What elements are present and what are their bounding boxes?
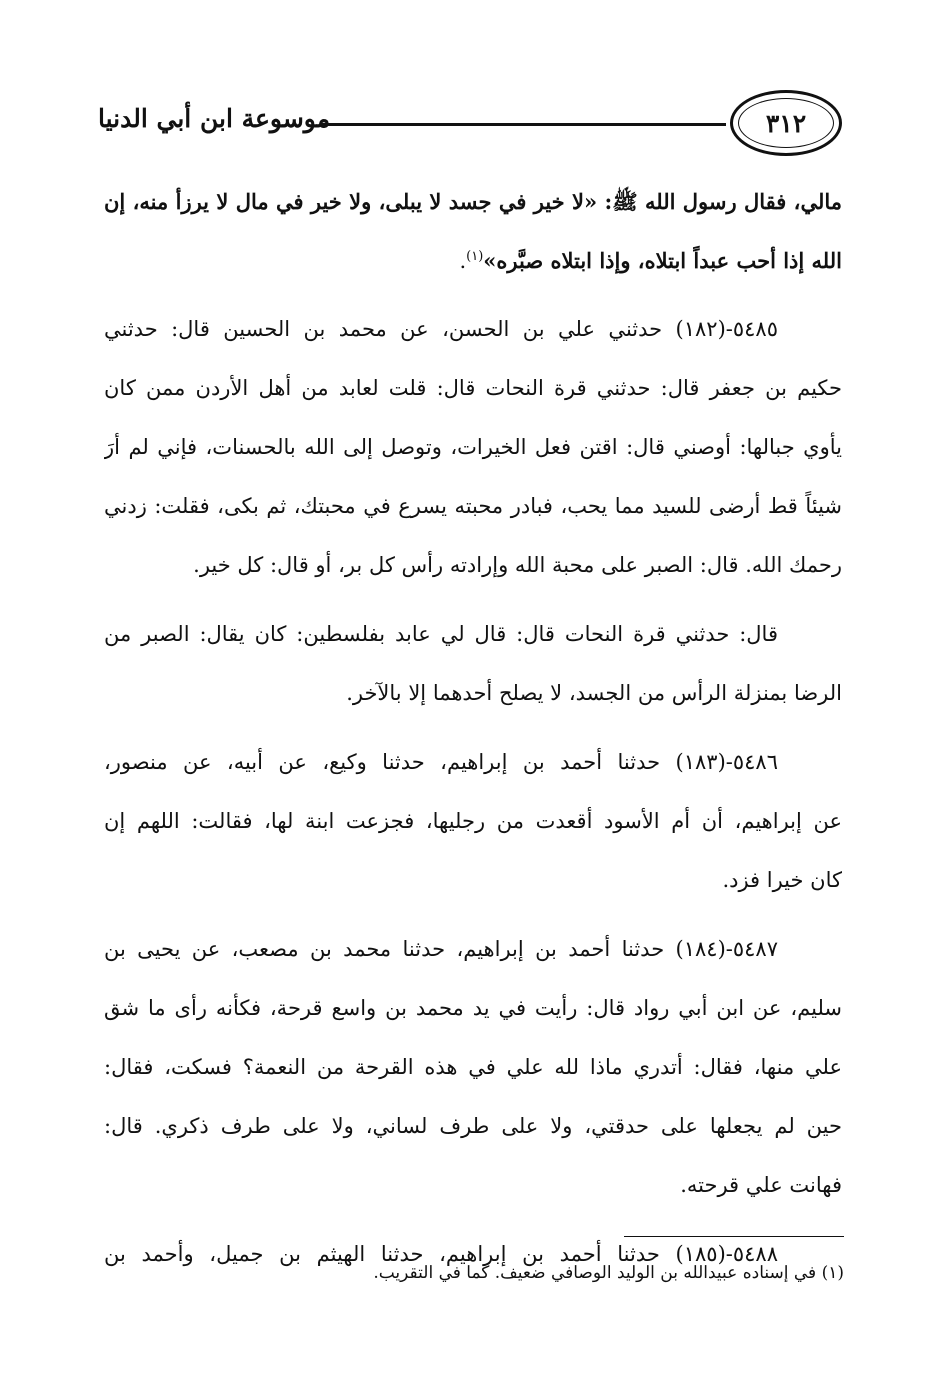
page-body [104, 172, 842, 1284]
text-line: سليم، عن ابن أبي رواد قال: رأيت في يد محمد بن واسع قرحة، فكأنه رأى ما شق [104, 996, 842, 1020]
footnote-marker: (١) [466, 249, 484, 264]
page-header [98, 90, 844, 165]
text-line [104, 231, 842, 290]
text-line: كان خيرا فزد. [722, 868, 842, 892]
text-line: فهانت علي قرحته. [680, 1173, 842, 1197]
hadith-number-line: ٥٤٨٥-(١٨٢) حدثني علي بن الحسن، عن محمد بن الحسين قال: حدثني [104, 317, 778, 341]
hadith-text: الله إذا أحب عبداً ابتلاه، وإذا ابتلاه صبَّره» [483, 248, 842, 273]
text-line: قال: حدثني قرة النحات قال: قال لي عابد بفلسطين: كان يقال: الصبر من [104, 622, 778, 646]
footnote-rule [624, 1236, 844, 1237]
text-line: عن إبراهيم، أن أم الأسود أقعدت من رجليها، فجزعت ابنة لها، فقالت: اللهم إن [104, 809, 842, 833]
text-line: رحمك الله. قال: الصبر على محبة الله وإرادته رأس كل بر، أو قال: كل خير. [193, 553, 842, 577]
hadith-number-line: ٥٤٨٨-(١٨٥) حدثنا أحمد بن إبراهيم، حدثنا الهيثم بن جميل، وأحمد بن [104, 1242, 778, 1266]
hadith-number-line: ٥٤٨٦-(١٨٣) حدثنا أحمد بن إبراهيم، حدثنا وكيع، عن أبيه، عن منصور، [104, 750, 778, 774]
text-line: حين لم يجعلها على حدقتي، ولا على طرف لساني، ولا على طرف ذكري. قال: [104, 1114, 842, 1138]
page-number: ٣١٢ [765, 109, 807, 138]
hadith-number-line: ٥٤٨٧-(١٨٤) حدثنا أحمد بن إبراهيم، حدثنا محمد بن مصعب، عن يحيى بن [104, 937, 778, 961]
text-line: يأوي جبالها: أوصني قال: اقتن فعل الخيرات، وتوصل إلى الله بالحسنات، فإني لم أرَ [104, 435, 842, 459]
page-number-oval [730, 90, 842, 156]
text-line: الرضا بمنزلة الرأس من الجسد، لا يصلح أحدهما إلا بالآخر. [346, 681, 842, 705]
text-line: شيئاً قط أرضى للسيد مما يحب، فبادر محبته يسرع في محبتك، ثم بكى، فقلت: زدني [104, 494, 842, 518]
text-line: علي منها، فقال: أتدري ماذا لله علي في هذه القرحة من النعمة؟ فسكت، فقال: [104, 1055, 842, 1079]
book-title: موسوعة ابن أبي الدنيا [98, 104, 331, 133]
footnote: (١) في إسناده عبيدالله بن الوليد الوصافي ضعيف. كما في التقريب. [373, 1263, 844, 1283]
text-line: حكيم بن جعفر قال: حدثني قرة النحات قال: قلت لعابد من أهل الأردن ممن كان [104, 376, 842, 400]
header-rule [322, 123, 726, 126]
text-line: مالي، فقال رسول الله ﷺ: «لا خير في جسد لا يبلى، ولا خير في مال لا يرزأ منه، إن [104, 189, 842, 214]
line-end-period: . [459, 249, 467, 273]
